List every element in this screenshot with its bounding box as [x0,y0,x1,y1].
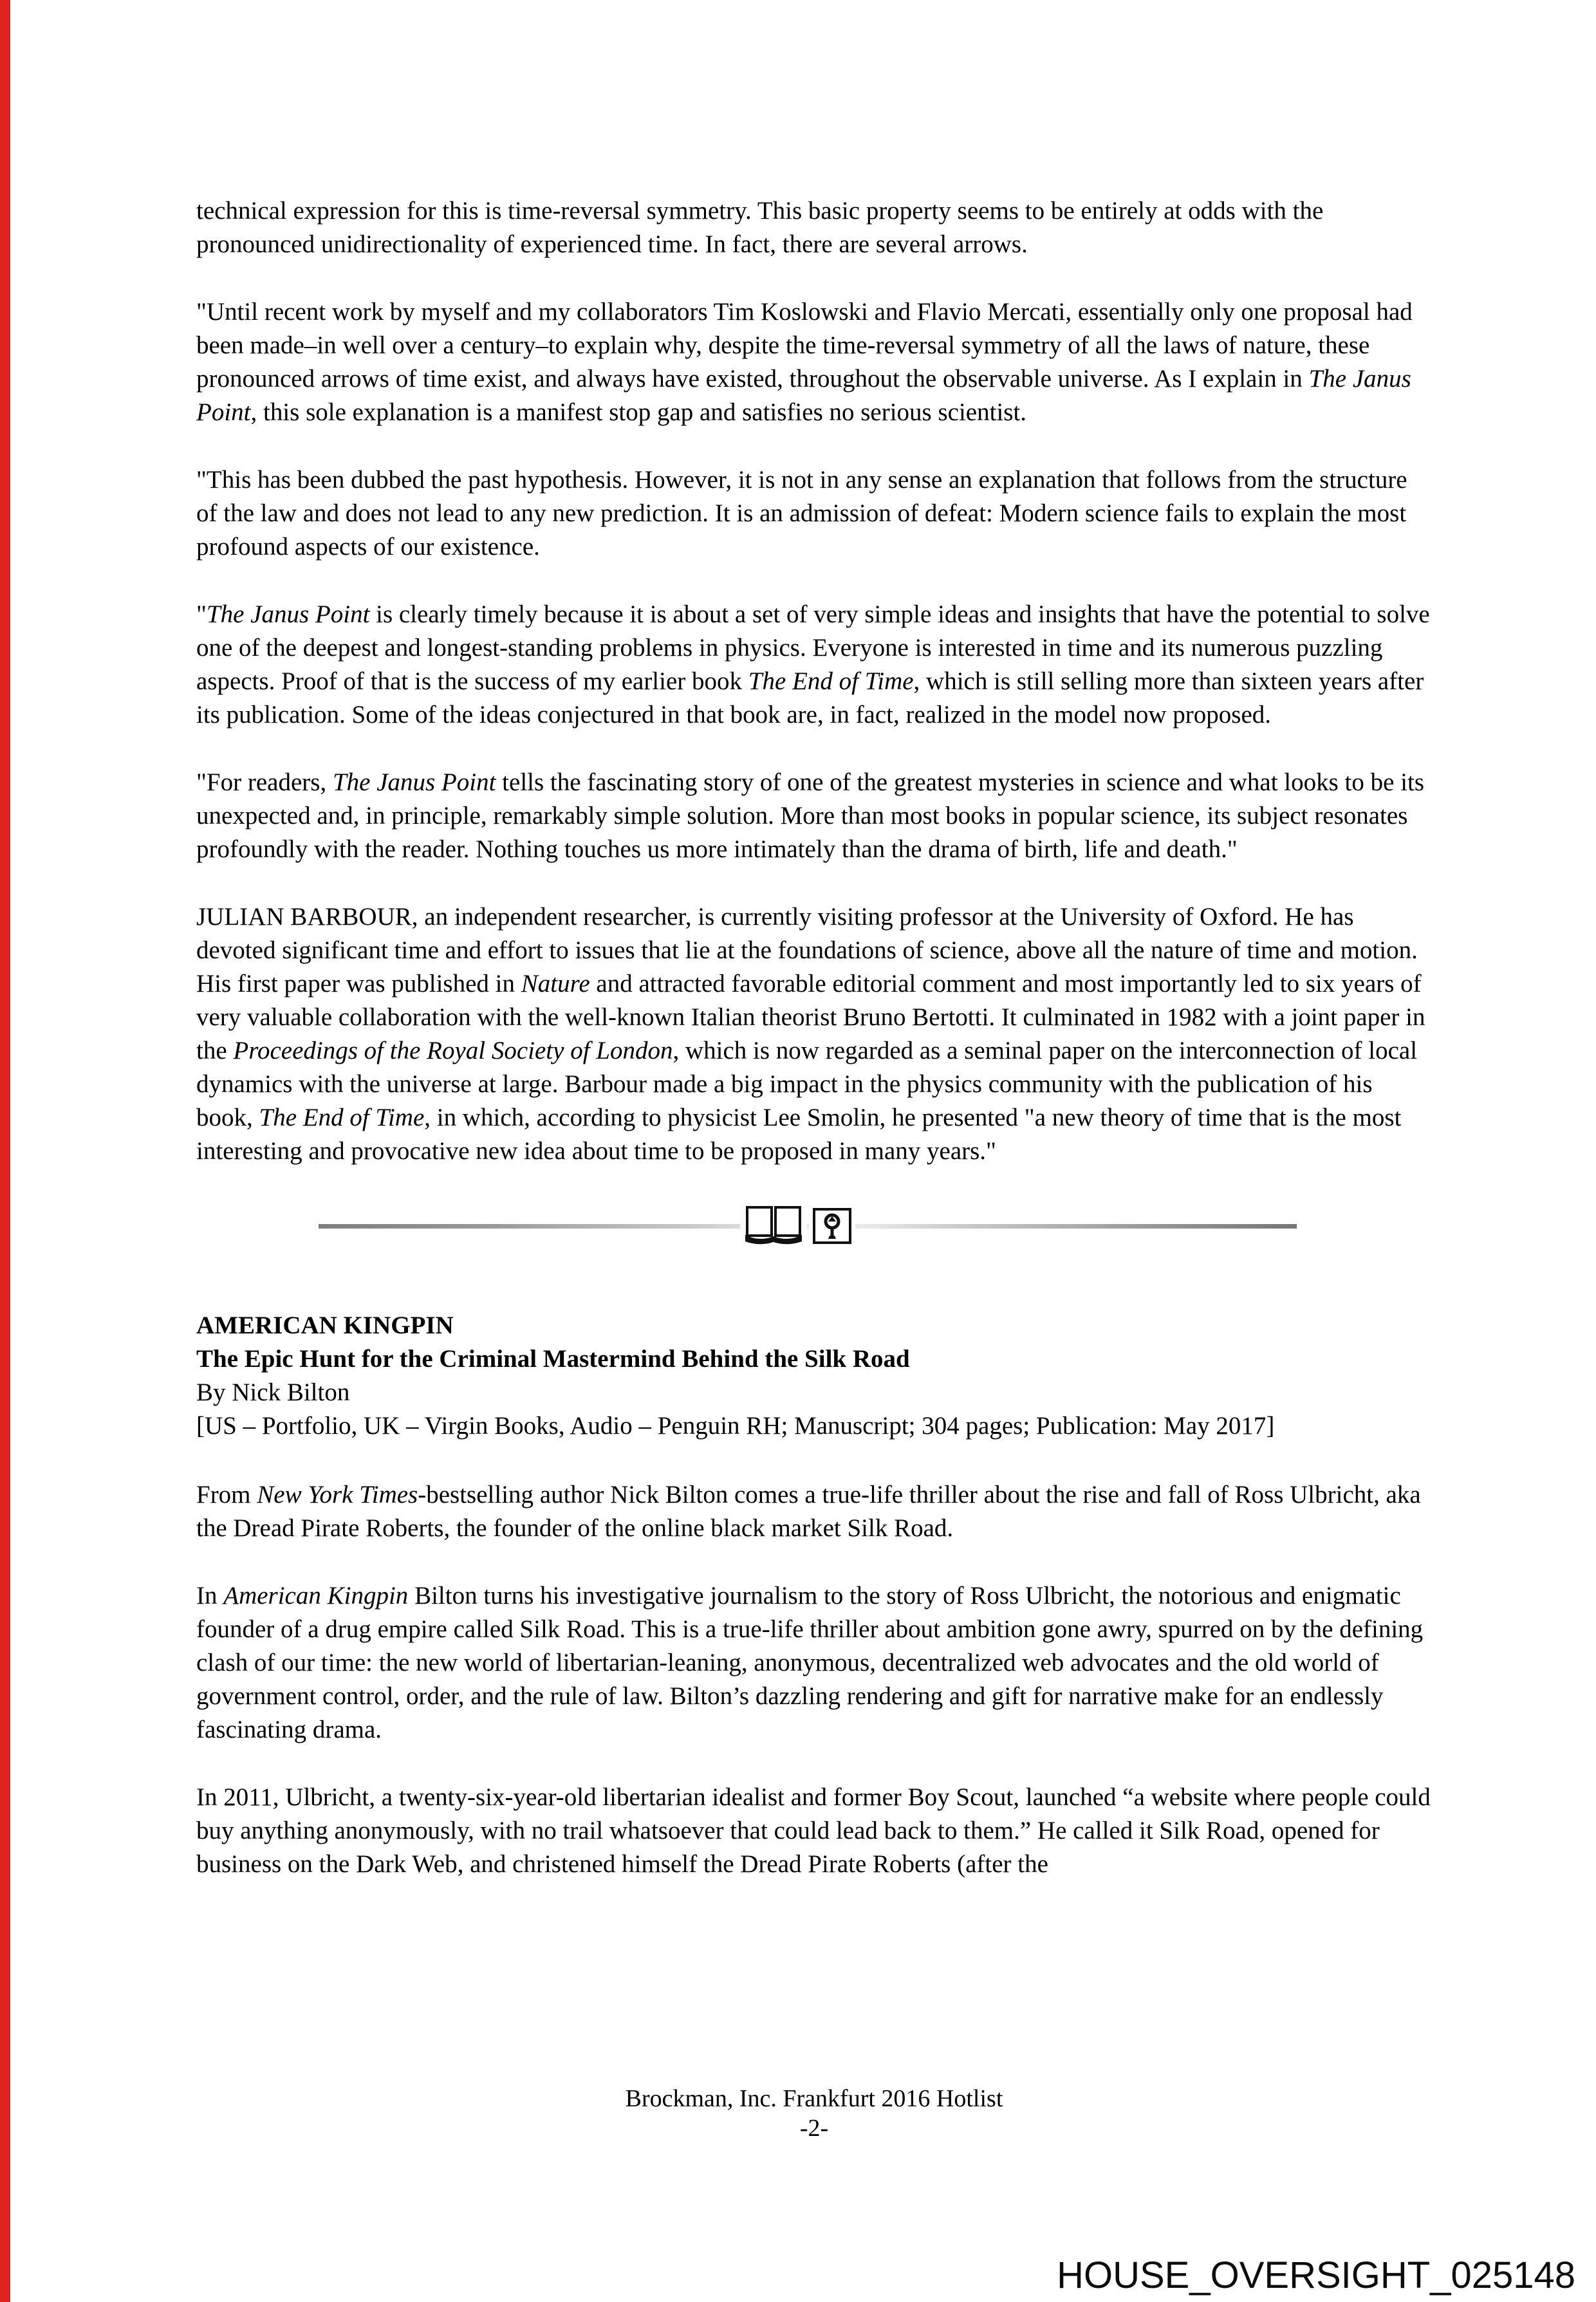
book-heading-block [196,1309,1432,1443]
paragraph: technical expression for this is time-reversal symmetry. This basic property seems to be entirely at odds with the pronounced unidirectionality of experienced time. In fact, there are several arrows. [196,197,1324,258]
bates-stamp: HOUSE_OVERSIGHT_025148 [1057,2254,1575,2296]
left-margin-red-line [0,0,10,2302]
paragraph: In American Kingpin Bilton turns his investigative journalism to the story of Ross Ulbricht, the notorious and enigmatic founder of a drug empire called Silk Road. This is a true-life thriller about ambition gone awry, spurred on by the defining clash of our time: the new world of libertarian-leaning, anonymous, decentralized web advocates and the old world of government control, order, and the rule of law. Bilton’s dazzling rendering and gift for narrative make for an endlessly fascinating drama. [196,1582,1424,1743]
paragraph: From New York Times-bestselling author Nick Bilton comes a true-life thriller about the rise and fall of Ross Ulbricht, aka the Dread Pirate Roberts, the founder of the online black market Silk Road. [196,1481,1421,1542]
book-publication-info: [US – Portfolio, UK – Virgin Books, Audio – Penguin RH; Manuscript; 304 pages; Publication: May 2017] [196,1412,1275,1440]
page-footer [196,2084,1432,2143]
page-body [196,194,1432,1915]
section-divider [196,1202,1432,1252]
open-book-icon [740,1203,807,1255]
page-number: -2- [799,2115,829,2142]
paragraph: "The Janus Point is clearly timely because it is about a set of very simple ideas and insights that have the potential to solve one of the deepest and longest-standing problems in physics. Everyone is interested in time and its numerous puzzling aspects. Proof of that is the success of my earlier book The End of Time, which is still selling more than sixteen years after its publication. Some of the ideas conjectured in that book are, in fact, realized in the model now proposed. [196,600,1430,729]
paragraph: In 2011, Ulbricht, a twenty-six-year-old libertarian idealist and former Boy Scout, launched “a website where people could buy anything anonymously, with no trail whatsoever that could lead back to them.” He called it Silk Road, opened for business on the Dark Web, and christened himself the Dread Pirate Roberts (after the [196,1783,1431,1878]
book-byline: By Nick Bilton [196,1378,350,1406]
paragraph: "For readers, The Janus Point tells the fascinating story of one of the greatest mysteries in science and what looks to be its unexpected and, in principle, remarkably simple solution. More than most books in popular science, its subject resonates profoundly with the reader. Nothing touches us more intimately than the drama of birth, life and death." [196,768,1425,863]
divider-rule [319,1224,1297,1229]
key-icon [809,1207,855,1254]
paragraph: "This has been dubbed the past hypothesis. However, it is not in any sense an explanation that follows from the structure of the law and does not lead to any new prediction. It is an admission of defeat: Modern science fails to explain the most profound aspects of our existence. [196,466,1407,561]
footer-title: Brockman, Inc. Frankfurt 2016 Hotlist [625,2085,1003,2112]
paragraph: JULIAN BARBOUR, an independent researcher, is currently visiting professor at the University of Oxford. He has devoted significant time and effort to issues that lie at the foundations of science, above all the nature of time and motion. His first paper was published in Nature and attracted favorable editorial comment and most importantly led to six years of very valuable collaboration with the well-known Italian theorist Bruno Bertotti. It culminated in 1982 with a joint paper in the Proceedings of the Royal Society of London, which is now regarded as a seminal paper on the interconnection of local dynamics with the universe at large. Barbour made a big impact in the physics community with the publication of his book, The End of Time, in which, according to physicist Lee Smolin, he presented "a new theory of time that is the most interesting and provocative new idea about time to be proposed in many years." [196,903,1425,1165]
paragraph: "Until recent work by myself and my collaborators Tim Koslowski and Flavio Mercati, essentially only one proposal had been made–in well over a century–to explain why, despite the time-reversal symmetry of all the laws of nature, these pronounced arrows of time exist, and always have existed, throughout the observable universe. As I explain in The Janus Point, this sole explanation is a manifest stop gap and satisfies no serious scientist. [196,298,1413,426]
book-title: AMERICAN KINGPIN [196,1312,454,1339]
book-subtitle: The Epic Hunt for the Criminal Mastermind Behind the Silk Road [196,1345,910,1373]
